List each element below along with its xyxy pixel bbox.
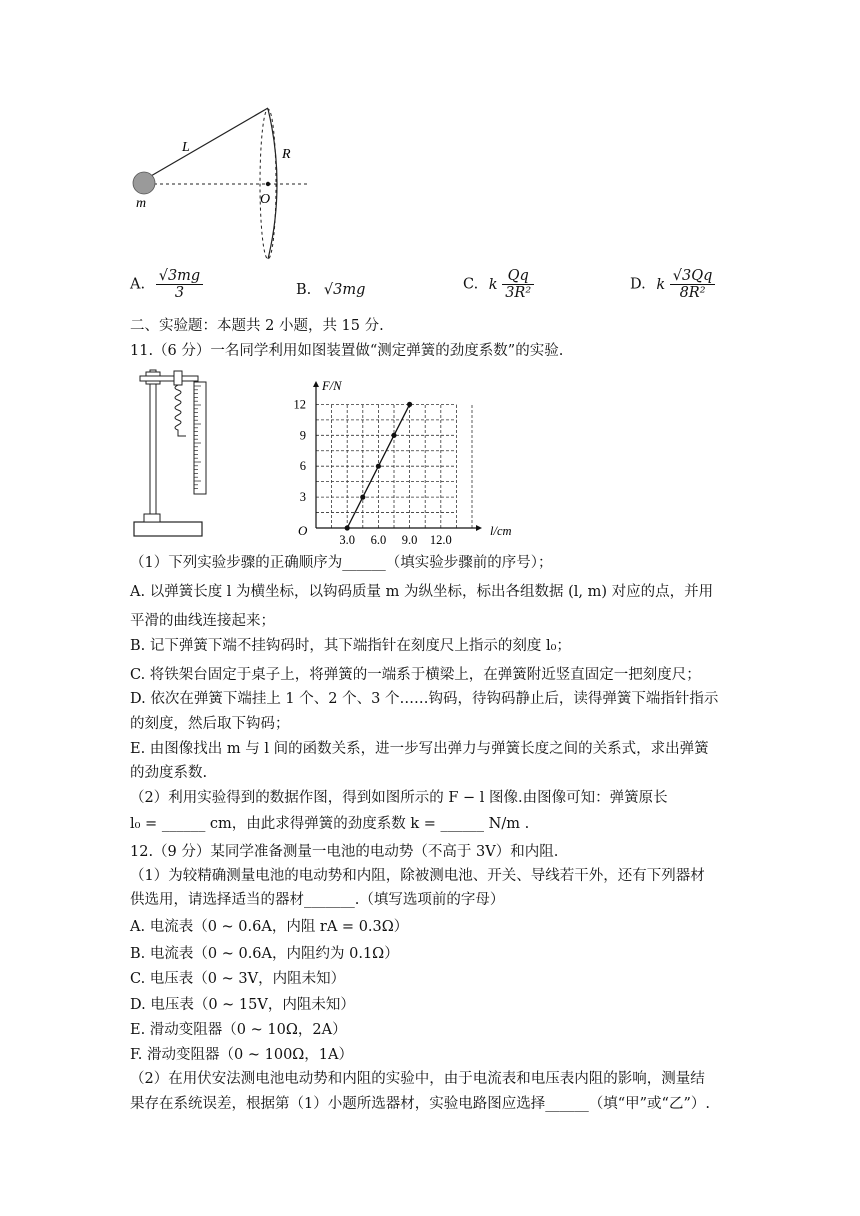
q11-stepC: C. 将铁架台固定于桌子上，将弹簧的一端系于横梁上，在弹簧附近竖直固定一把刻度尺； [130, 667, 701, 683]
x-tick-label: 3.0 [339, 533, 356, 547]
option-c-fraction: $\frac{Qq}{\text{3R²}}$ [502, 268, 534, 301]
q12-item-f: F. 滑动变阻器（0 ~ 100Ω，1A） [130, 1047, 354, 1063]
label-L: L [182, 140, 190, 155]
data-point [360, 495, 365, 500]
label-O: O [260, 192, 271, 207]
q11-stem: 11.（6 分）一名同学利用如图装置做“测定弹簧的劲度系数”的实验. [130, 343, 564, 359]
crossbar [140, 376, 198, 381]
x-axis-label: l/cm [490, 524, 512, 538]
chart-grid [316, 404, 472, 528]
y-axis-arrow [313, 381, 319, 387]
q11-stepA-2: 平滑的曲线连接起来； [130, 613, 275, 629]
y-tick-label: 3 [299, 490, 306, 505]
ring-center-dot [266, 182, 270, 186]
q12-part1-b: 供选用，请选择适当的器材_______.（填写选项前的字母） [130, 892, 505, 908]
q12-item-a: A. 电流表（0 ~ 0.6A，内阻 rA = 0.3Ω） [130, 919, 409, 935]
label-R: R [282, 147, 291, 162]
stand-rod [150, 370, 156, 514]
q11-stepD-1: D. 依次在弹簧下端挂上 1 个、2 个、3 个……钩码，待钩码静止后，读得弹簧下端指针指示 [130, 691, 719, 707]
data-point [407, 402, 412, 407]
q12-item-b: B. 电流表（0 ~ 0.6A，内阻约为 0.1Ω） [130, 946, 399, 962]
q12-part2-a: （2）在用伏安法测电池电动势和内阻的实验中，由于电流表和电压表内阻的影响，测量结 [130, 1071, 705, 1087]
q11-part2-a: （2）利用实验得到的数据作图，得到如图所示的 F − l 图像.由图像可知：弹簧原长 [130, 790, 668, 806]
q11-part2-b: l₀ = ______ cm，由此求得弹簧的劲度系数 k = ______ N/m . [130, 816, 530, 832]
q12-part1-a: （1）为较精确测量电池的电动势和内阻，除被测电池、开关、导线若干外，还有下列器材 [130, 868, 705, 884]
q11-stepD-2: 的刻度，然后取下钩码； [130, 716, 290, 732]
y-axis-label: F/N [322, 379, 342, 393]
stand-foot [144, 514, 160, 522]
q12-item-c: C. 电压表（0 ~ 3V，内阻未知） [130, 971, 346, 987]
string-line [144, 108, 268, 180]
pendulum-ring-figure [120, 100, 330, 265]
y-tick-label: 12 [293, 397, 306, 412]
q11-stepE-2: 的劲度系数. [130, 765, 208, 781]
option-a: A. $\frac{√3mg}{3}$ [130, 268, 203, 301]
q12-item-e: E. 滑动变阻器（0 ~ 10Ω，2A） [130, 1022, 347, 1038]
section-heading: 二、实验题：本题共 2 小题，共 15 分. [130, 318, 384, 334]
q11-part1: （1）下列实验步骤的正确顺序为______（填实验步骤前的序号）； [130, 555, 553, 571]
option-a-fraction: $\frac{√3mg}{3}$ [156, 268, 204, 301]
f-l-chart [270, 372, 530, 550]
q11-stepB: B. 记下弹簧下端不挂钩码时，其下端指针在刻度尺上指示的刻度 l₀； [130, 638, 571, 654]
crossbar-clip [174, 371, 182, 385]
option-d-fraction: $\frac{√3Qq}{\text{8R²}}$ [670, 268, 716, 301]
option-c: C. k $\frac{Qq}{\text{3R²}}$ [463, 268, 534, 301]
data-point [345, 525, 350, 530]
x-tick-label: 12.0 [429, 533, 452, 547]
q12-stem: 12.（9 分）某同学准备测量一电池的电动势（不高于 3V）和内阻. [130, 844, 559, 860]
x-tick-label: 9.0 [401, 533, 418, 547]
q11-stepE-1: E. 由图像找出 m 与 l 间的函数关系，进一步写出弹力与弹簧长度之间的关系式，求出弹簧 [130, 741, 709, 757]
q12-item-d: D. 电压表（0 ~ 15V，内阻未知） [130, 997, 355, 1013]
y-tick-label: 6 [299, 459, 306, 474]
q11-stepA-1: A. 以弹簧长度 l 为横坐标，以钩码质量 m 为纵坐标，标出各组数据 (l, m) 对应的点，并用 [130, 584, 714, 600]
option-b: B. √3mg [296, 282, 366, 298]
y-tick-label: 9 [299, 428, 306, 443]
label-m: m [136, 196, 147, 211]
ball [133, 172, 155, 194]
spring-apparatus-figure [130, 366, 210, 542]
stand-base [134, 522, 202, 536]
x-axis-arrow [476, 525, 482, 531]
data-point [391, 433, 396, 438]
spring-coil [175, 385, 186, 436]
option-d: D. k $\frac{√3Qq}{\text{8R²}}$ [630, 268, 715, 301]
x-tick-label: 6.0 [370, 533, 387, 547]
origin-label: O [298, 523, 308, 538]
q12-part2-b: 果存在系统误差，根据第（1）小题所选器材，实验电路图应选择______（填“甲”或“乙”）. [130, 1096, 710, 1112]
data-point [376, 464, 381, 469]
